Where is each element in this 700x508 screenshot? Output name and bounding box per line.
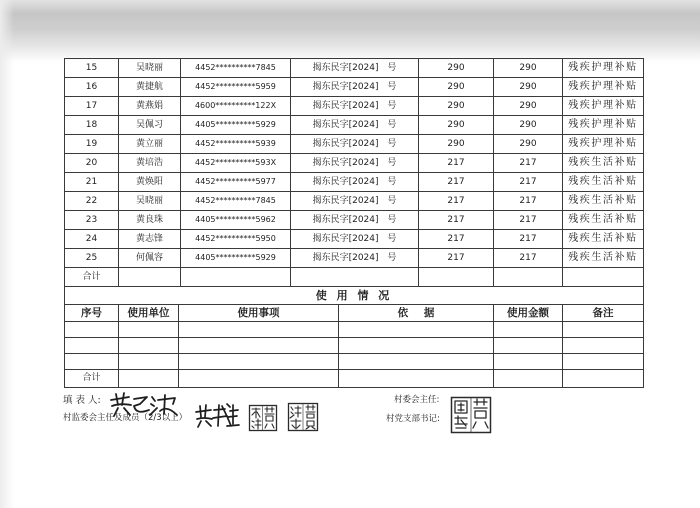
record-no-cell: 20 xyxy=(65,154,119,173)
record-amount-a-cell: 217 xyxy=(419,192,494,211)
record-amount-a-cell: 290 xyxy=(419,78,494,97)
record-doc-cell: 揭东民字[2024] 号 xyxy=(291,192,419,211)
record-row xyxy=(65,173,644,192)
record-doc-cell: 揭东民字[2024] 号 xyxy=(291,249,419,268)
usage-cell xyxy=(339,322,494,338)
record-name-cell: 黄培浩 xyxy=(119,154,181,173)
usage-cell xyxy=(119,354,179,370)
supervisor-seal-1 xyxy=(247,403,279,433)
header-basis: 依 据 xyxy=(339,305,494,322)
record-no-cell: 23 xyxy=(65,211,119,230)
record-row xyxy=(65,135,644,154)
usage-cell xyxy=(494,322,563,338)
usage-table xyxy=(64,286,644,388)
record-amount-a-cell: 217 xyxy=(419,211,494,230)
records-total-label: 合计 xyxy=(65,268,119,287)
usage-total-empty-cell xyxy=(179,370,339,388)
usage-cell xyxy=(119,338,179,354)
record-amount-a-cell: 290 xyxy=(419,97,494,116)
record-row xyxy=(65,97,644,116)
usage-row xyxy=(65,338,644,354)
record-amount-a-cell: 217 xyxy=(419,154,494,173)
record-name-cell: 何佩容 xyxy=(119,249,181,268)
record-id-cell: 4452**********5959 xyxy=(181,78,291,97)
record-doc-cell: 揭东民字[2024] 号 xyxy=(291,116,419,135)
usage-cell xyxy=(65,322,119,338)
header-remarks: 备注 xyxy=(563,305,644,322)
record-no-cell: 21 xyxy=(65,173,119,192)
filler-signature xyxy=(106,390,182,420)
record-type-cell: 残疾护理补贴 xyxy=(563,78,644,97)
header-serial: 序号 xyxy=(65,305,119,322)
records-total-row xyxy=(65,268,644,287)
record-no-cell: 18 xyxy=(65,116,119,135)
supervisor-signature xyxy=(192,402,242,430)
usage-total-empty-cell xyxy=(339,370,494,388)
record-id-cell: 4405**********5929 xyxy=(181,249,291,268)
record-name-cell: 黄焕阳 xyxy=(119,173,181,192)
record-name-cell: 黄志锋 xyxy=(119,230,181,249)
record-amount-b-cell: 217 xyxy=(494,192,563,211)
record-name-cell: 黄立丽 xyxy=(119,135,181,154)
header-amount: 使用金额 xyxy=(494,305,563,322)
record-amount-b-cell: 290 xyxy=(494,78,563,97)
secretary-seal xyxy=(449,395,494,435)
record-row xyxy=(65,154,644,173)
usage-cell xyxy=(179,322,339,338)
record-row xyxy=(65,192,644,211)
record-type-cell: 残疾护理补贴 xyxy=(563,116,644,135)
scan-shadow-left xyxy=(0,0,14,508)
record-id-cell: 4452**********5977 xyxy=(181,173,291,192)
usage-cell xyxy=(494,354,563,370)
usage-cell xyxy=(179,354,339,370)
record-doc-cell: 揭东民字[2024] 号 xyxy=(291,97,419,116)
supervisors-label: 村监委会主任及成员（2/3以上） xyxy=(63,413,188,423)
record-id-cell: 4600**********122X xyxy=(181,97,291,116)
record-id-cell: 4452**********593X xyxy=(181,154,291,173)
usage-cell xyxy=(119,322,179,338)
usage-header-row xyxy=(65,305,644,322)
record-amount-b-cell: 217 xyxy=(494,173,563,192)
record-no-cell: 15 xyxy=(65,59,119,78)
record-amount-b-cell: 290 xyxy=(494,116,563,135)
usage-total-row xyxy=(65,370,644,388)
record-amount-a-cell: 290 xyxy=(419,135,494,154)
record-no-cell: 25 xyxy=(65,249,119,268)
record-amount-b-cell: 217 xyxy=(494,211,563,230)
record-row xyxy=(65,211,644,230)
usage-title: 使 用 情 况 xyxy=(65,287,644,305)
record-amount-b-cell: 217 xyxy=(494,249,563,268)
record-doc-cell: 揭东民字[2024] 号 xyxy=(291,154,419,173)
record-amount-a-cell: 290 xyxy=(419,59,494,78)
usage-total-empty-cell xyxy=(119,370,179,388)
record-id-cell: 4405**********5962 xyxy=(181,211,291,230)
usage-row xyxy=(65,322,644,338)
record-amount-b-cell: 290 xyxy=(494,59,563,78)
record-doc-cell: 揭东民字[2024] 号 xyxy=(291,59,419,78)
usage-cell xyxy=(65,354,119,370)
record-type-cell: 残疾护理补贴 xyxy=(563,97,644,116)
record-amount-a-cell: 217 xyxy=(419,230,494,249)
records-body xyxy=(65,59,644,268)
record-doc-cell: 揭东民字[2024] 号 xyxy=(291,173,419,192)
record-amount-b-cell: 217 xyxy=(494,154,563,173)
record-name-cell: 黄燕娟 xyxy=(119,97,181,116)
usage-title-row xyxy=(65,287,644,305)
usage-cell xyxy=(563,322,644,338)
records-total-empty-cell xyxy=(563,268,644,287)
record-doc-cell: 揭东民字[2024] 号 xyxy=(291,230,419,249)
record-id-cell: 4405**********5929 xyxy=(181,116,291,135)
record-no-cell: 19 xyxy=(65,135,119,154)
usage-total-empty-cell xyxy=(563,370,644,388)
record-name-cell: 黄良珠 xyxy=(119,211,181,230)
record-row xyxy=(65,78,644,97)
record-amount-a-cell: 217 xyxy=(419,249,494,268)
record-type-cell: 残疾生活补贴 xyxy=(563,230,644,249)
record-doc-cell: 揭东民字[2024] 号 xyxy=(291,211,419,230)
record-amount-b-cell: 290 xyxy=(494,135,563,154)
usage-cell xyxy=(494,338,563,354)
record-type-cell: 残疾生活补贴 xyxy=(563,192,644,211)
record-row xyxy=(65,230,644,249)
record-type-cell: 残疾护理补贴 xyxy=(563,135,644,154)
record-no-cell: 24 xyxy=(65,230,119,249)
record-amount-b-cell: 290 xyxy=(494,97,563,116)
records-total-empty-cell xyxy=(291,268,419,287)
record-doc-cell: 揭东民字[2024] 号 xyxy=(291,78,419,97)
usage-total-label: 合计 xyxy=(65,370,119,388)
records-total-empty-cell xyxy=(181,268,291,287)
subsidy-records-table xyxy=(64,58,644,287)
record-type-cell: 残疾护理补贴 xyxy=(563,59,644,78)
usage-cell xyxy=(339,338,494,354)
supervisor-seal-2 xyxy=(286,401,320,433)
record-no-cell: 22 xyxy=(65,192,119,211)
record-amount-a-cell: 217 xyxy=(419,173,494,192)
record-type-cell: 残疾生活补贴 xyxy=(563,173,644,192)
record-id-cell: 4452**********7845 xyxy=(181,59,291,78)
filler-label: 填 表 人: xyxy=(63,395,101,406)
record-name-cell: 吴晓丽 xyxy=(119,59,181,78)
usage-cell xyxy=(179,338,339,354)
record-id-cell: 4452**********5950 xyxy=(181,230,291,249)
record-amount-a-cell: 290 xyxy=(419,116,494,135)
usage-cell xyxy=(563,338,644,354)
record-type-cell: 残疾生活补贴 xyxy=(563,154,644,173)
header-unit: 使用单位 xyxy=(119,305,179,322)
record-no-cell: 17 xyxy=(65,97,119,116)
record-id-cell: 4452**********5939 xyxy=(181,135,291,154)
record-doc-cell: 揭东民字[2024] 号 xyxy=(291,135,419,154)
record-no-cell: 16 xyxy=(65,78,119,97)
scan-shadow-top xyxy=(0,0,700,62)
usage-row xyxy=(65,354,644,370)
header-item: 使用事项 xyxy=(179,305,339,322)
record-row xyxy=(65,116,644,135)
record-name-cell: 吴晓丽 xyxy=(119,192,181,211)
record-row xyxy=(65,249,644,268)
usage-cell xyxy=(563,354,644,370)
record-row xyxy=(65,59,644,78)
records-total-empty-cell xyxy=(419,268,494,287)
usage-cell xyxy=(65,338,119,354)
record-type-cell: 残疾生活补贴 xyxy=(563,211,644,230)
records-total-empty-cell xyxy=(494,268,563,287)
secretary-label: 村党支部书记: xyxy=(386,414,440,424)
record-amount-b-cell: 217 xyxy=(494,230,563,249)
record-type-cell: 残疾生活补贴 xyxy=(563,249,644,268)
record-id-cell: 4452**********7845 xyxy=(181,192,291,211)
records-total-empty-cell xyxy=(119,268,181,287)
usage-cell xyxy=(339,354,494,370)
usage-total-empty-cell xyxy=(494,370,563,388)
director-label: 村委会主任: xyxy=(394,395,440,405)
record-name-cell: 吴佩习 xyxy=(119,116,181,135)
record-name-cell: 黄捷航 xyxy=(119,78,181,97)
